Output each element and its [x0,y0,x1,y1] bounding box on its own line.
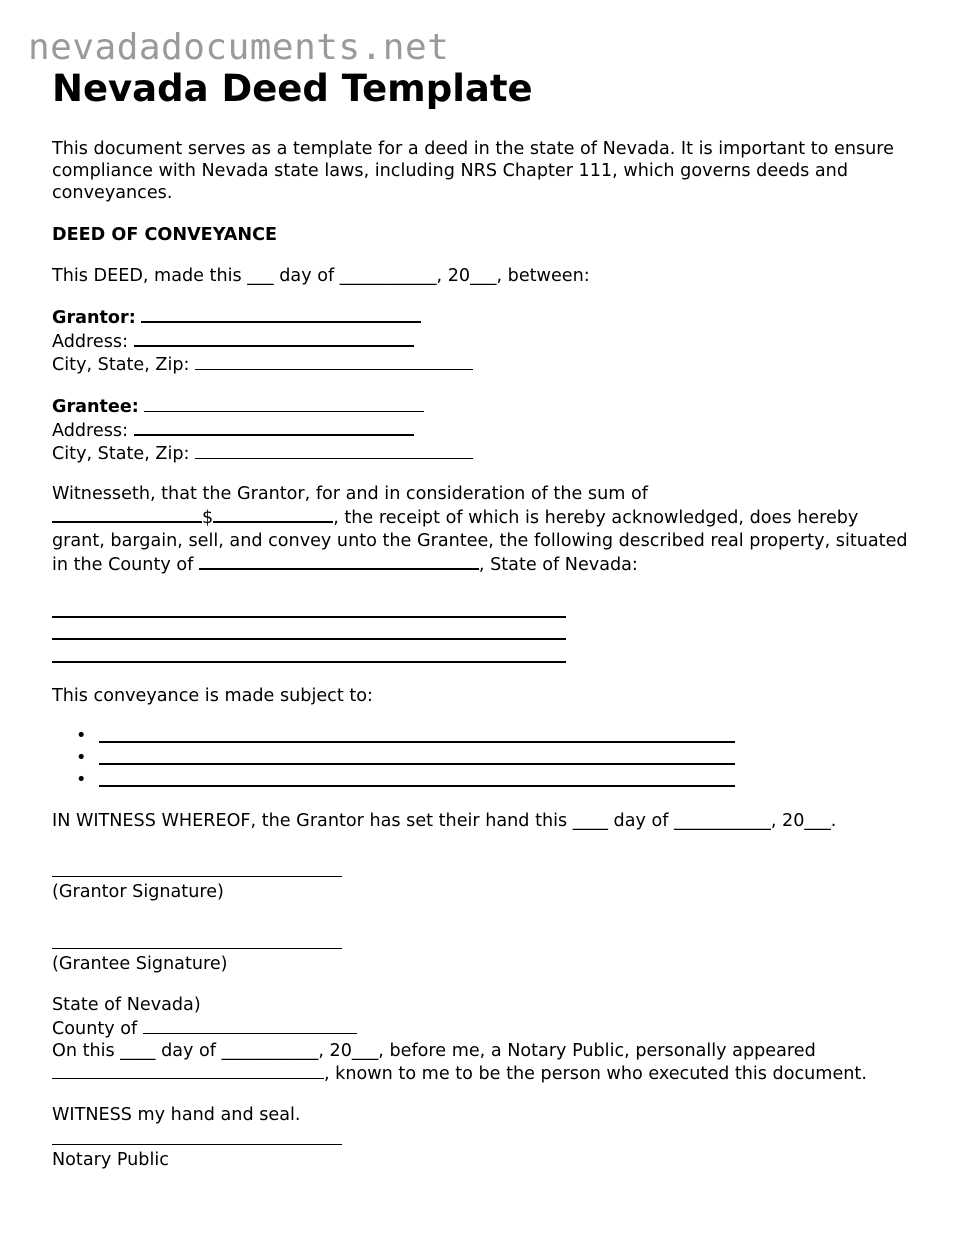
list-item [52,725,912,747]
property-description-line[interactable] [52,596,566,618]
made-line: This DEED, made this ___ day of ___________, 20___, between: [52,265,590,286]
property-description-line[interactable] [52,618,566,640]
grantor-signature-label: (Grantor Signature) [52,881,224,902]
consideration-words-field[interactable] [52,505,202,523]
property-description-line[interactable] [52,640,566,662]
subject-to-text: This conveyance is made subject to: [52,685,373,706]
dollar-sign: $ [202,508,214,529]
notary-public-label: Notary Public [52,1149,169,1170]
grantee-label: Grantee: [52,396,139,417]
section-heading: DEED OF CONVEYANCE [52,224,278,245]
grantor-city-field[interactable] [195,353,473,370]
notary-state-line: State of Nevada) [52,995,201,1016]
grantee-address-field[interactable] [134,418,414,436]
witnesseth-part2: , the receipt of which is hereby acknowledged, does hereby grant, bargain, sell, and convey unto the Grantee, the following described real property, situated in the County of [52,508,908,575]
witnesseth-paragraph [52,483,912,576]
grantee-city-field[interactable] [195,442,473,459]
deed-document [52,66,912,1171]
county-field[interactable] [199,552,479,570]
grantor-signature-block [52,859,912,903]
grantee-city-label: City, State, Zip: [52,444,190,465]
bullet: • [76,770,87,791]
list-item [52,769,912,791]
grantee-name-field[interactable] [144,395,424,412]
in-witness-line: IN WITNESS WHEREOF, the Grantor has set their hand this ____ day of ___________, 20___. [52,811,837,832]
grantor-label: Grantor: [52,308,136,329]
grantee-block [52,395,912,466]
notary-on-this-line: On this ____ day of ___________, 20___, before me, a Notary Public, personally appeared [52,1040,816,1061]
notary-signature-field[interactable] [52,1122,342,1144]
list-item [52,747,912,769]
notary-person-field[interactable] [52,1062,324,1079]
grantee-signature-block [52,931,912,975]
witnesseth-part3: , State of Nevada: [478,554,638,575]
consideration-amount-field[interactable] [213,505,333,523]
grantee-signature-field[interactable] [52,927,342,949]
grantee-signature-label: (Grantee Signature) [52,954,228,975]
grantor-city-label: City, State, Zip: [52,355,190,376]
subject-to-field[interactable] [99,725,735,743]
watermark-text: nevadadocuments.net [28,27,450,68]
grantee-address-label: Address: [52,420,128,441]
subject-to-field[interactable] [99,769,735,787]
witnesseth-part1: Witnesseth, that the Grantor, for and in consideration of the sum of [52,484,648,505]
notary-seal-block [52,1104,912,1171]
grantor-signature-field[interactable] [52,855,342,877]
notary-block [52,994,912,1085]
subject-to-list [52,725,912,792]
subject-to-field[interactable] [99,747,735,765]
bullet: • [76,748,87,768]
grantor-block [52,305,912,377]
notary-known-line: , known to me to be the person who executed this document. [324,1063,867,1084]
bullet: • [76,725,87,746]
grantor-address-label: Address: [52,332,128,353]
witness-seal-line: WITNESS my hand and seal. [52,1105,301,1126]
grantor-name-field[interactable] [141,305,421,323]
grantor-address-field[interactable] [134,329,414,347]
notary-county-field[interactable] [143,1017,357,1034]
intro-paragraph: This document serves as a template for a deed in the state of Nevada. It is important to ensure compliance with Nevada state laws, including NRS Chapter 111, which governs deeds and conveyances. [52,139,894,204]
page-title: Nevada Deed Template [52,67,533,110]
notary-county-label: County of [52,1018,138,1039]
property-description [52,600,912,667]
